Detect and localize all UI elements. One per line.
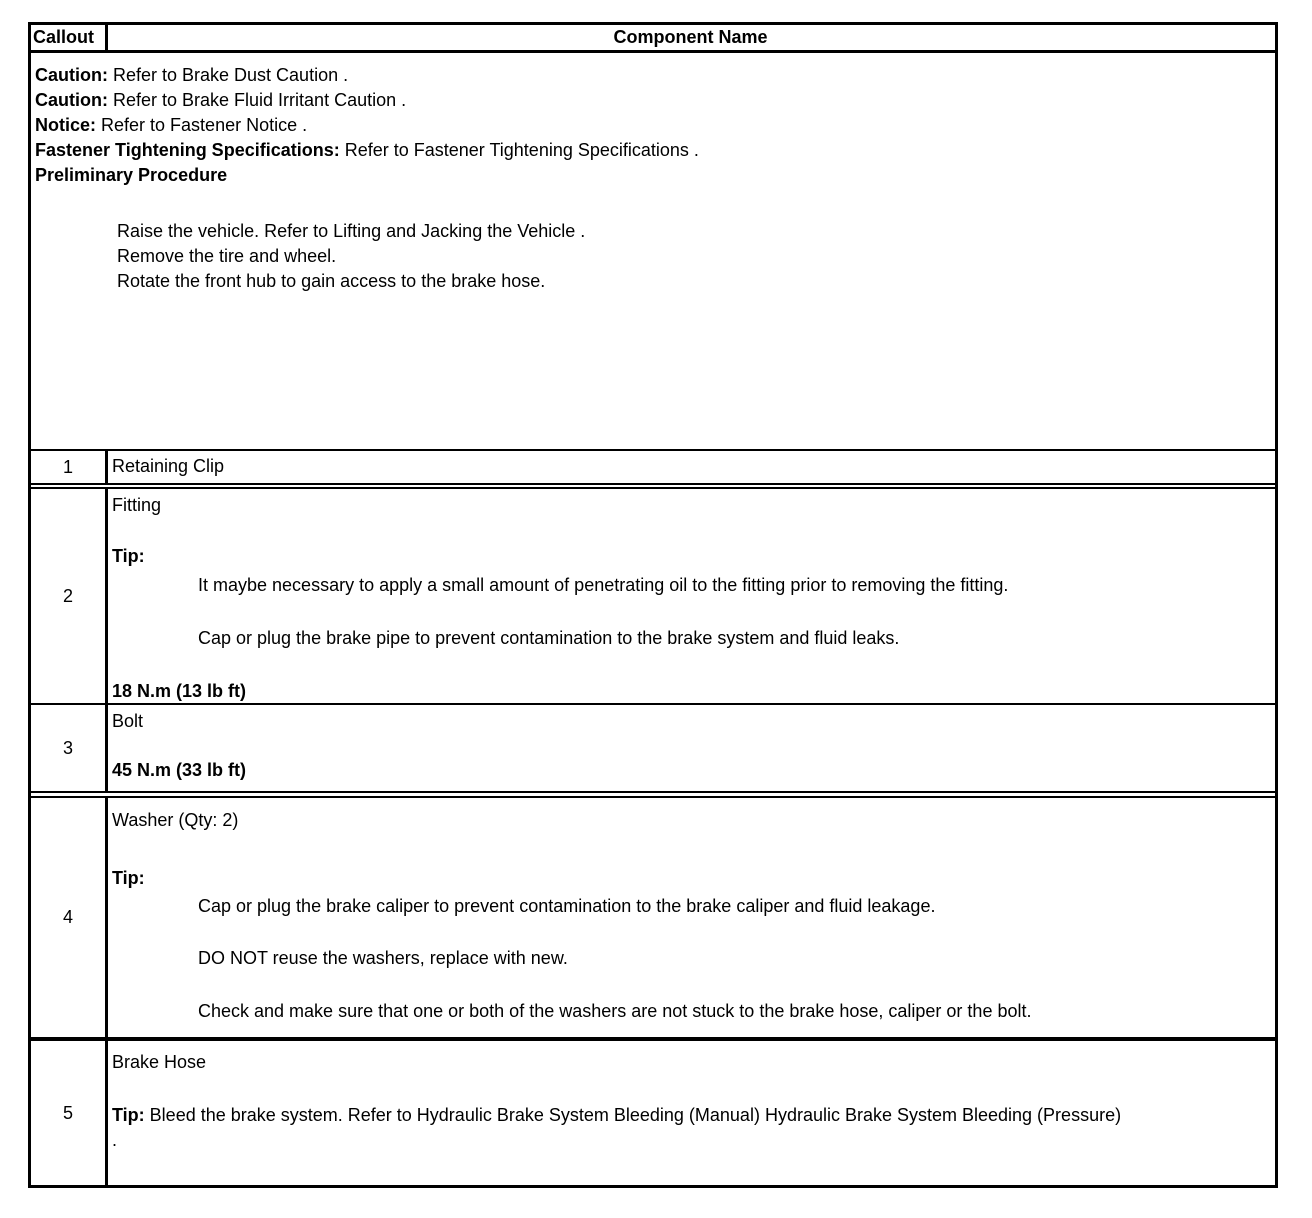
component-name: Bolt: [112, 711, 144, 731]
fastener-notice: [35, 113, 1267, 138]
component-name: Retaining Clip: [112, 456, 225, 476]
caution-text: Refer to Brake Dust Caution .: [112, 65, 349, 85]
caution-label: Caution:: [35, 65, 108, 85]
component-name: Washer (Qty: 2): [112, 810, 239, 830]
preamble-cell: [31, 53, 1275, 449]
preliminary-step: Raise the vehicle. Refer to Lifting and Jacking the Vehicle .: [117, 221, 586, 241]
preliminary-procedure-heading: Preliminary Procedure: [35, 165, 228, 185]
component-cell: [108, 798, 1275, 1037]
table-row: [31, 791, 1275, 1037]
component-cell: [108, 489, 1275, 703]
fastener-spec-text: Refer to Fastener Tightening Specifications .: [344, 140, 699, 160]
callout-header-cell: [31, 25, 108, 50]
torque-spec: 18 N.m (13 lb ft): [112, 681, 247, 701]
tip-text: Cap or plug the brake caliper to prevent contamination to the brake caliper and fluid leakage.: [198, 896, 936, 916]
tip-text: Bleed the brake system. Refer to Hydraulic Brake System Bleeding (Manual) Hydraulic Brake System Bleeding (Pressure): [149, 1105, 1122, 1125]
preliminary-procedure-steps: [117, 219, 1267, 294]
tip-paragraph: [112, 1103, 1269, 1128]
caution-brake-dust: [35, 63, 1267, 88]
preliminary-step: Remove the tire and wheel.: [117, 246, 337, 266]
torque-spec: 45 N.m (33 lb ft): [112, 760, 247, 780]
tip-text: DO NOT reuse the washers, replace with new.: [198, 948, 568, 968]
caution-text: Refer to Brake Fluid Irritant Caution .: [112, 90, 407, 110]
callout-number: 4: [62, 907, 73, 927]
component-cell: [108, 1041, 1275, 1185]
component-callout-table: [28, 22, 1278, 1188]
component-name: Brake Hose: [112, 1052, 207, 1072]
callout-header-label: Callout: [33, 27, 94, 47]
table-header-row: [31, 25, 1275, 53]
callout-number: 5: [62, 1102, 73, 1123]
table-row: [31, 449, 1275, 483]
callout-cell: [31, 451, 108, 483]
component-name-header-cell: [108, 25, 1275, 50]
preamble-row: [31, 53, 1275, 449]
callout-number: 3: [62, 737, 73, 758]
caution-brake-fluid: [35, 88, 1267, 113]
component-name: Fitting: [112, 495, 162, 515]
component-cell: [108, 451, 1275, 483]
caution-label: Caution:: [35, 90, 108, 110]
tip-text: It maybe necessary to apply a small amount of penetrating oil to the fitting prior to removing the fitting.: [198, 575, 1009, 595]
tip-label: Tip:: [112, 868, 145, 888]
callout-cell: [31, 1041, 108, 1185]
callout-number: 1: [62, 456, 73, 477]
tip-text: Check and make sure that one or both of the washers are not stuck to the brake hose, caliper or the bolt.: [198, 1001, 1032, 1021]
tip-text: Cap or plug the brake pipe to prevent contamination to the brake system and fluid leaks.: [198, 628, 900, 648]
fastener-tightening-specifications: [35, 138, 1267, 163]
callout-cell: [31, 705, 108, 791]
table-row: [31, 483, 1275, 703]
fastener-spec-label: Fastener Tightening Specifications:: [35, 140, 340, 160]
tip-continuation: .: [112, 1130, 118, 1150]
callout-number: 2: [62, 585, 73, 606]
tip-label: Tip:: [112, 1105, 145, 1125]
preliminary-step: Rotate the front hub to gain access to the brake hose.: [117, 271, 546, 291]
notice-label: Notice:: [35, 115, 97, 135]
component-name-header-label: Component Name: [613, 27, 768, 47]
table-row: [31, 703, 1275, 791]
notice-text: Refer to Fastener Notice .: [101, 115, 308, 135]
callout-cell: [31, 489, 108, 703]
tip-label: Tip:: [112, 546, 145, 566]
component-cell: [108, 705, 1275, 791]
callout-cell: [31, 798, 108, 1037]
table-row: [31, 1037, 1275, 1185]
